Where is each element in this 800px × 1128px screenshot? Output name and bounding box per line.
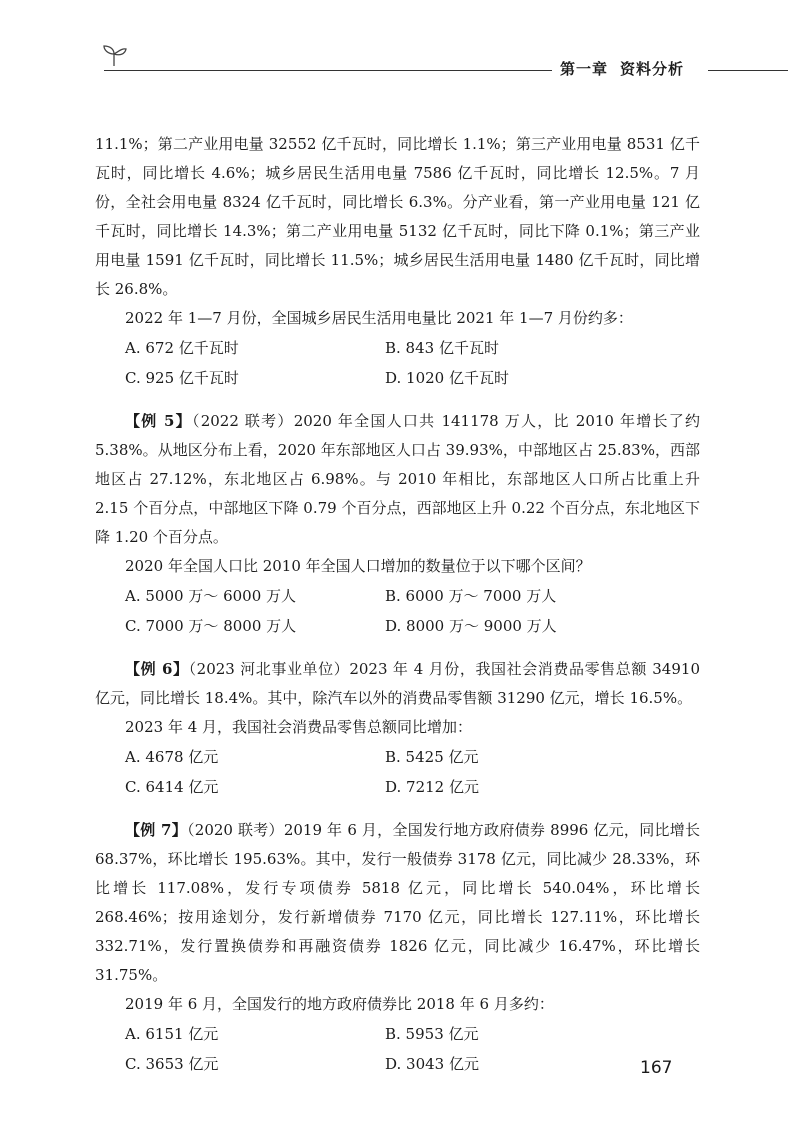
example-source: （2023 河北事业单位）	[188, 660, 350, 678]
option: B. 5953 亿元	[385, 1025, 479, 1043]
example-tag: 【例 7】	[125, 821, 188, 839]
example-5-passage	[95, 407, 700, 552]
option: C. 7000 万～ 8000 万人	[125, 617, 297, 635]
example-source: （2022 联考）	[191, 412, 294, 430]
prev-passage: 11.1%；第二产业用电量 32552 亿千瓦时，同比增长 1.1%；第三产业用电量 8531 亿千瓦时，同比增长 4.6%；城乡居民生活用电量 7586 亿千瓦时，同比增长 12.5%。7 月份，全社会用电量 8324 亿千瓦时，同比增长 6.3%。分产业看，第一产业用电量 121 亿千瓦时，同比增长 14.3%；第二产业用电量 5132 亿千瓦时，同比下降 0.1%；第三产业用电量 1591 亿千瓦时，同比增长 11.5%；城乡居民生活用电量 1480 亿千瓦时，同比增长 26.8%。	[95, 135, 700, 298]
option: C. 925 亿千瓦时	[125, 369, 239, 387]
example-text: 2023 年 4 月份，我国社会消费品零售总额 34910 亿元，同比增长 18.4%。其中，除汽车以外的消费品零售额 31290 亿元，增长 16.5%。	[95, 660, 700, 707]
page-header	[0, 40, 800, 90]
prev-options	[95, 333, 700, 393]
example-6-question: 2023 年 4 月，我国社会消费品零售总额同比增加：	[125, 718, 473, 736]
option: A. 4678 亿元	[125, 748, 219, 766]
header-rule-right	[708, 70, 788, 71]
option: B. 5425 亿元	[385, 748, 479, 766]
example-source: （2020 联考）	[187, 821, 284, 839]
example-6-options	[95, 742, 700, 802]
sprout-icon	[100, 44, 130, 68]
option: A. 5000 万～ 6000 万人	[125, 587, 297, 605]
chapter-title	[560, 58, 705, 79]
header-rule-left	[104, 70, 552, 71]
example-text: 2020 年全国人口共 141178 万人，比 2010 年增长了约 5.38%。从地区分布上看，2020 年东部地区人口占 39.93%，中部地区占 25.83%，西部地区占 27.12%，东北地区占 6.98%。与 2010 年相比，东部地区人口所占比重上升 2.15 个百分点，中部地区下降 0.79 个百分点，西部地区上升 0.22 个百分点，东北地区下降 1.20 个百分点。	[95, 412, 701, 546]
example-7-passage	[95, 816, 700, 990]
prev-question: 2022 年 1—7 月份，全国城乡居民生活用电量比 2021 年 1—7 月份约多：	[125, 309, 633, 327]
option: D. 8000 万～ 9000 万人	[385, 617, 557, 635]
example-7-options	[95, 1019, 700, 1079]
option: C. 6414 亿元	[125, 778, 219, 796]
option: A. 6151 亿元	[125, 1025, 219, 1043]
example-5-question: 2020 年全国人口比 2010 年全国人口增加的数量位于以下哪个区间？	[125, 557, 591, 575]
example-tag: 【例 6】	[125, 660, 189, 678]
example-tag: 【例 5】	[125, 412, 192, 430]
option: D. 7212 亿元	[385, 778, 479, 796]
section-title: 资料分析	[620, 60, 685, 78]
option: B. 843 亿千瓦时	[385, 339, 499, 357]
example-7-question: 2019 年 6 月，全国发行的地方政府债券比 2018 年 6 月多约：	[125, 995, 554, 1013]
option: A. 672 亿千瓦时	[125, 339, 239, 357]
page-number: 167	[640, 1058, 673, 1078]
page-body	[95, 130, 700, 1079]
option: D. 3043 亿元	[385, 1055, 479, 1073]
example-5-options	[95, 581, 700, 641]
chapter-number: 第一章	[560, 60, 609, 78]
option: C. 3653 亿元	[125, 1055, 219, 1073]
example-text: 2019 年 6 月，全国发行地方政府债券 8996 亿元，同比增长 68.37%，环比增长 195.63%。其中，发行一般债券 3178 亿元，同比减少 28.33%，环比增长 117.08%，发行专项债券 5818 亿元，同比增长 540.04%，环比增长 268.46%；按用途划分，发行新增债券 7170 亿元，同比增长 127.11%，环比增长 332.71%，发行置换债券和再融资债券 1826 亿元，同比减少 16.47%，环比增长 31.75%。	[95, 821, 700, 984]
option: D. 1020 亿千瓦时	[385, 369, 509, 387]
option: B. 6000 万～ 7000 万人	[385, 587, 557, 605]
example-6-passage	[95, 655, 700, 713]
